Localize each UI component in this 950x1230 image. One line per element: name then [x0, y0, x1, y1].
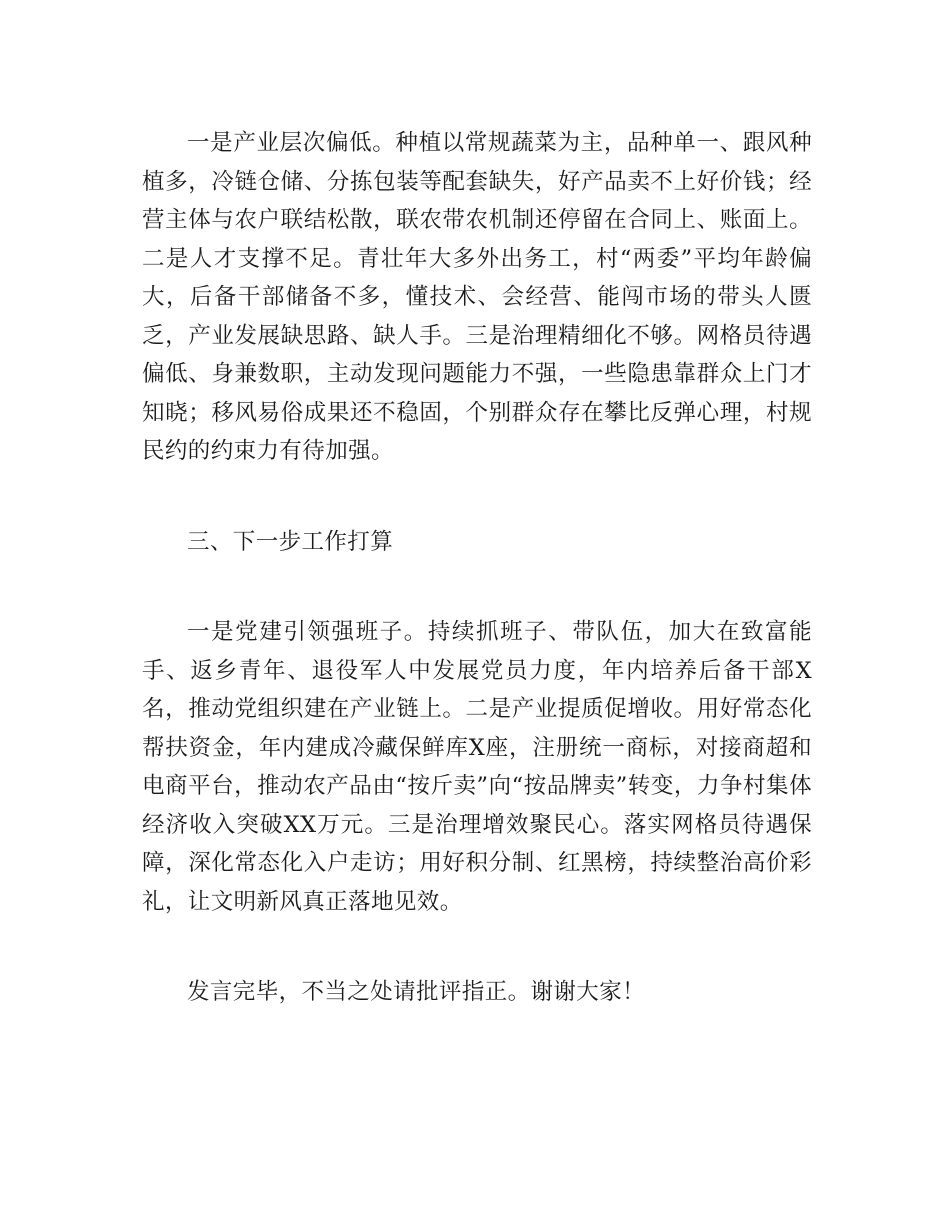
paragraph-existing-problems: 一是产业层次偏低。种植以常规蔬菜为主，品种单一、跟风种植多，冷链仓储、分拣包装等配套缺失，好产品卖不上好价钱；经营主体与农户联结松散，联农带农机制还停留在合同上、账面上。二是人才支撑不足。青壮年大多外出务工，村“两委”平均年龄偏大，后备干部储备不多，懂技术、会经营、能闯市场的带头人匮乏，产业发展缺思路、缺人手。三是治理精细化不够。网格员待遇偏低、身兼数职，主动发现问题能力不强，一些隐患靠群众上门才知晓；移风易俗成果还不稳固，个别群众存在攀比反弹心理，村规民约的约束力有待加强。: [142, 130, 812, 464]
section-heading-next-steps: 三、下一步工作打算: [187, 528, 394, 555]
paragraph-work-plans: 一是党建引领强班子。持续抓班子、带队伍，加大在致富能手、返乡青年、退役军人中发展党员力度，年内培养后备干部X名，推动党组织建在产业链上。二是产业提质促增收。用好常态化帮扶资金，年内建成冷藏保鲜库X座，注册统一商标，对接商超和电商平台，推动农产品由“按斤卖”向“按品牌卖”转变，力争村集体经济收入突破XX万元。三是治理增效聚民心。落实网格员待遇保障，深化常态化入户走访；用好积分制、红黑榜，持续整治高价彩礼，让文明新风真正落地见效。: [142, 619, 812, 915]
document-page: [142, 124, 812, 1012]
closing-remark: 发言完毕，不当之处请批评指正。谢谢大家！: [187, 979, 646, 1005]
